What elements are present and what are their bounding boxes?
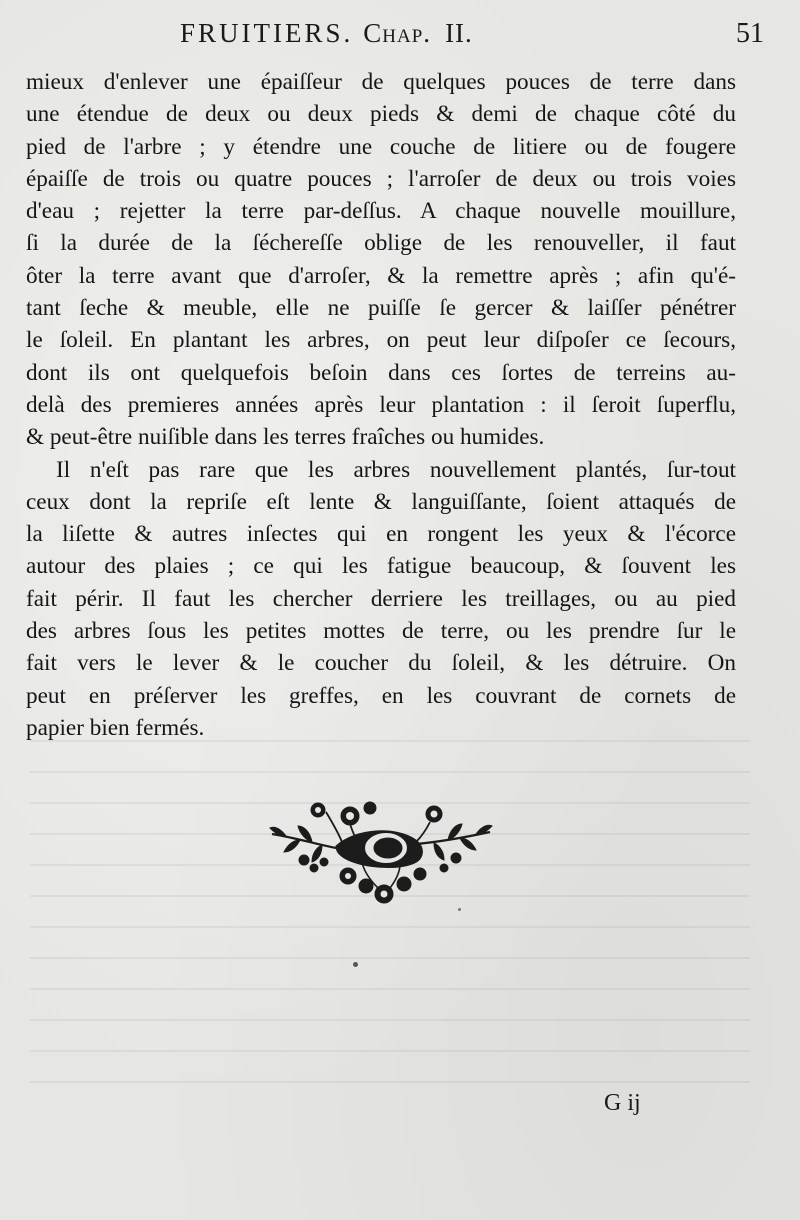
text-line: papier bien fermés. bbox=[26, 714, 205, 741]
text-line: ſi la durée de la ſéchereſſe oblige de les renouveller, il faut bbox=[26, 230, 736, 257]
body-text bbox=[26, 66, 736, 744]
floral-vignette-icon bbox=[266, 798, 494, 906]
paper-speck bbox=[458, 908, 461, 911]
text-line: d'eau ; rejetter la terre par-deſſus. A chaque nouvelle mouillure, bbox=[26, 198, 736, 225]
text-line: delà des premieres années après leur plantation : il ſeroit ſuperflu, bbox=[26, 391, 736, 418]
chapter-label: Chap. bbox=[363, 18, 432, 48]
signature-mark: G ij bbox=[604, 1090, 641, 1116]
text-line: autour des plaies ; ce qui les fatigue beaucoup, & ſouvent les bbox=[26, 553, 736, 580]
text-line: épaiſſe de trois ou quatre pouces ; l'arroſer de deux ou trois voies bbox=[26, 165, 736, 192]
text-line: pied de l'arbre ; y étendre une couche de litiere ou de fougere bbox=[26, 133, 736, 160]
text-line: une étendue de deux ou deux pieds & demi de chaque côté du bbox=[26, 101, 736, 128]
text-line: dont ils ont quelquefois beſoin dans ces ſortes de terreins au- bbox=[26, 359, 736, 386]
text-line: des arbres ſous les petites mottes de terre, ou les prendre ſur le bbox=[26, 618, 736, 645]
text-line: tant ſeche & meuble, elle ne puiſſe ſe gercer & laiſſer pénétrer bbox=[26, 295, 736, 322]
text-line: & peut-être nuiſible dans les terres fraîches ou humides. bbox=[26, 424, 545, 451]
text-line: fait périr. Il faut les chercher derriere les treillages, ou au pied bbox=[26, 585, 736, 612]
paragraph-2 bbox=[26, 454, 736, 745]
running-title bbox=[180, 18, 473, 49]
running-title-text: FRUITIERS. bbox=[180, 18, 354, 48]
chapter-number: II. bbox=[445, 18, 473, 48]
text-line: ceux dont la repriſe eſt lente & languiſſante, ſoient attaqués de bbox=[26, 488, 736, 515]
page-number: 51 bbox=[736, 18, 764, 49]
text-line: le ſoleil. En plantant les arbres, on peut leur diſpoſer ce ſecours, bbox=[26, 327, 736, 354]
text-line: la liſette & autres inſectes qui en rongent les yeux & l'écorce bbox=[26, 521, 736, 548]
page-header bbox=[0, 14, 800, 54]
text-line: mieux d'enlever une épaiſſeur de quelques pouces de terre dans bbox=[26, 69, 736, 95]
text-line: peut en préſerver les greffes, en les couvrant de cornets de bbox=[26, 682, 736, 709]
paper-speck bbox=[353, 962, 358, 967]
show-through-shadow bbox=[30, 740, 750, 1100]
text-line: Il n'eſt pas rare que les arbres nouvellement plantés, ſur-tout bbox=[56, 456, 736, 483]
paragraph-1 bbox=[26, 66, 736, 454]
text-line: ôter la terre avant que d'arroſer, & la remettre après ; afin qu'é- bbox=[26, 262, 736, 289]
text-line: fait vers le lever & le coucher du ſoleil, & les détruire. On bbox=[26, 650, 736, 677]
